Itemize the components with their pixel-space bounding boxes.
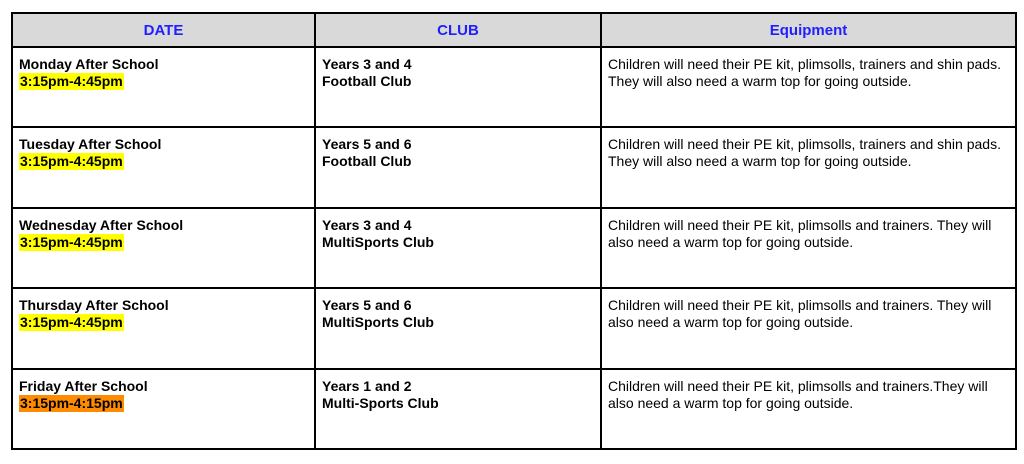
time-label: 3:15pm-4:45pm (20, 73, 123, 89)
equipment-cell (601, 127, 1016, 207)
equipment-cell (601, 288, 1016, 368)
equipment-cell (601, 369, 1016, 449)
club-cell (315, 208, 601, 288)
date-cell (12, 208, 315, 288)
club-name: MultiSports Club (322, 314, 434, 331)
club-cell (315, 127, 601, 207)
club-years: Years 3 and 4 (322, 216, 412, 233)
time-label: 3:15pm-4:15pm (20, 394, 123, 411)
club-years: Years 5 and 6 (322, 136, 412, 153)
club-cell (315, 369, 601, 449)
table-row (12, 47, 1016, 127)
header-equipment: Equipment (601, 13, 1016, 47)
day-label: Monday After School (19, 56, 159, 72)
table-row (12, 208, 1016, 288)
date-cell (12, 47, 315, 127)
club-name: MultiSports Club (322, 233, 434, 250)
equipment-cell (601, 47, 1016, 127)
date-cell (12, 288, 315, 368)
header-club: CLUB (315, 13, 601, 47)
day-label: Tuesday After School (19, 136, 162, 153)
club-cell (315, 47, 601, 127)
day-label: Friday After School (19, 377, 148, 394)
time-label: 3:15pm-4:45pm (20, 314, 123, 331)
equipment-text: Children will need their PE kit, plimsolls and trainers. They will also need a warm top for going outside. (608, 216, 992, 250)
day-label: Wednesday After School (19, 216, 184, 233)
day-label: Thursday After School (19, 297, 169, 314)
equipment-text: Children will need their PE kit, plimsolls and trainers.They will also need a warm top for going outside. (608, 377, 988, 411)
club-name: Football Club (322, 73, 412, 89)
header-date: DATE (12, 13, 315, 47)
time-label: 3:15pm-4:45pm (20, 153, 123, 170)
club-years: Years 5 and 6 (322, 297, 412, 314)
equipment-cell (601, 208, 1016, 288)
clubs-table (11, 12, 1017, 450)
table-row (12, 127, 1016, 207)
equipment-text: Children will need their PE kit, plimsolls and trainers. They will also need a warm top for going outside. (608, 297, 992, 331)
date-cell (12, 127, 315, 207)
club-name: Football Club (322, 153, 412, 170)
club-cell (315, 288, 601, 368)
equipment-text: Children will need their PE kit, plimsolls, trainers and shin pads. They will also need a warm top for going outside. (608, 136, 1001, 170)
club-name: Multi-Sports Club (322, 394, 439, 411)
club-years: Years 1 and 2 (322, 377, 412, 394)
table-header-row (12, 13, 1016, 47)
equipment-text: Children will need their PE kit, plimsolls, trainers and shin pads. They will also need a warm top for going outside. (608, 56, 1001, 89)
date-cell (12, 369, 315, 449)
clubs-table-container (11, 12, 1015, 450)
table-row (12, 369, 1016, 449)
time-label: 3:15pm-4:45pm (20, 233, 123, 250)
club-years: Years 3 and 4 (322, 56, 412, 72)
table-row (12, 288, 1016, 368)
